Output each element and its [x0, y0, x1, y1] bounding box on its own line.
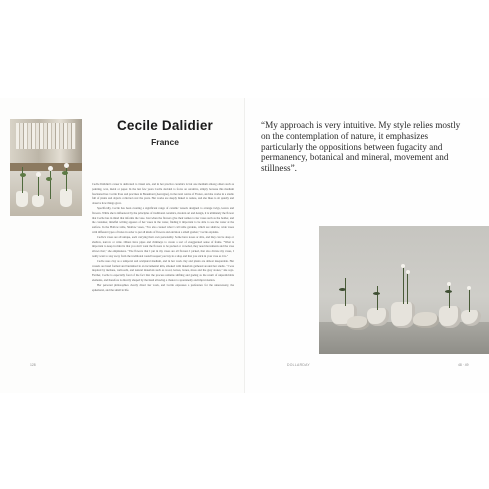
artist-country: France — [151, 137, 179, 147]
artist-name: Cecile Dalidier — [116, 118, 214, 133]
vessels-photo — [319, 226, 489, 354]
pull-quote: “My approach is very intuitive. My style relies mostly on the contemplation of nature, it emphasizes particularly the oppositions between fugacity and permanency, botanical and mineral, movement and stillness”. — [261, 120, 461, 174]
body-paragraph: Cecile's vases are all unique, each carrying their own personality. Some have noses or slits, and they can be deep or shallow, narrow or wide. Others have pipes and chimneys to create a sort of exaggerated sense of frame. "What is important to keep in mind is that you don't want the flowers to be packed or crowded, they need movements and the vase allows that," she emphasizes. "The flowers that I put in my vases are all flowers I picked, that also dictate my vases, I really want to stay away from the traditional round bouquet you buy in a shop and that you stick in your vase as it is." — [92, 234, 234, 258]
running-footer: DOLLARDAY — [287, 363, 310, 367]
left-page — [0, 98, 245, 393]
body-paragraph: Specifically, Cecile has been creating a significant range of ceramic vessels designed to arrange twigs, leaves and flowers. While she is influenced by the principles of traditional ceramics, modern art and design, it is ultimately the flower that Cecile has in mind that informs the vase. Just when the flowers give their names to her vases such as the holder, and the container, mindful writing appears of her vases in the water, finding it important to be able to see the water at the surface. In the Hollow table, Shallow vases, "I've also created what I call table gardens, which are shallow, wide vases with different types of holes in order to put all kinds of flowers and envision a small garden," Cecile explains. — [92, 205, 234, 234]
body-paragraph: Cecile Dalidier's career is dedicated to visual arts, and in her practice ceramics is but one medium among others such as painting, wax, metal or paper. In the last few years Cecile decided to focus on ceramics, simply because this medium fascinated her. Cecile lives and practises in Beaumont (Auvergne), in the rural centre of France, and she works in a studio full of plants and objects collected over the years. Her works are deeply linked to nature, and she likes to sit quietly and observe how things grow. — [92, 182, 234, 206]
body-paragraph: Cecile uses clay as a temporal and sculptural medium, and in her work clay and plants are almost inseparable. Her vessels are hand formed and burnished in an incremental kiln, smoked with materials gathered around her studio. "I was inspired by ikebana, wabi-sabi, and natural materials such as wood, leaves, bones, moss and the grey stones," she says. Further, Cecile is especially fond of the fact that the process remains shifting and gazing as the result of unpredictable elements, and therefore is directly shaped by the hand allowing a chance to spontaneity and improvisation. — [92, 258, 234, 282]
body-paragraph: Her personal philosophies clearly direct her work, and Cecile expresses a preference for the unnecessary, the ephemeral, and the small in life. — [92, 282, 234, 292]
page-number-right: 48 · 49 — [458, 363, 469, 367]
right-page — [245, 98, 489, 393]
article-body — [92, 182, 234, 292]
page-number-left: 128 — [30, 363, 36, 367]
studio-photo — [10, 119, 82, 216]
book-spread — [0, 98, 489, 393]
